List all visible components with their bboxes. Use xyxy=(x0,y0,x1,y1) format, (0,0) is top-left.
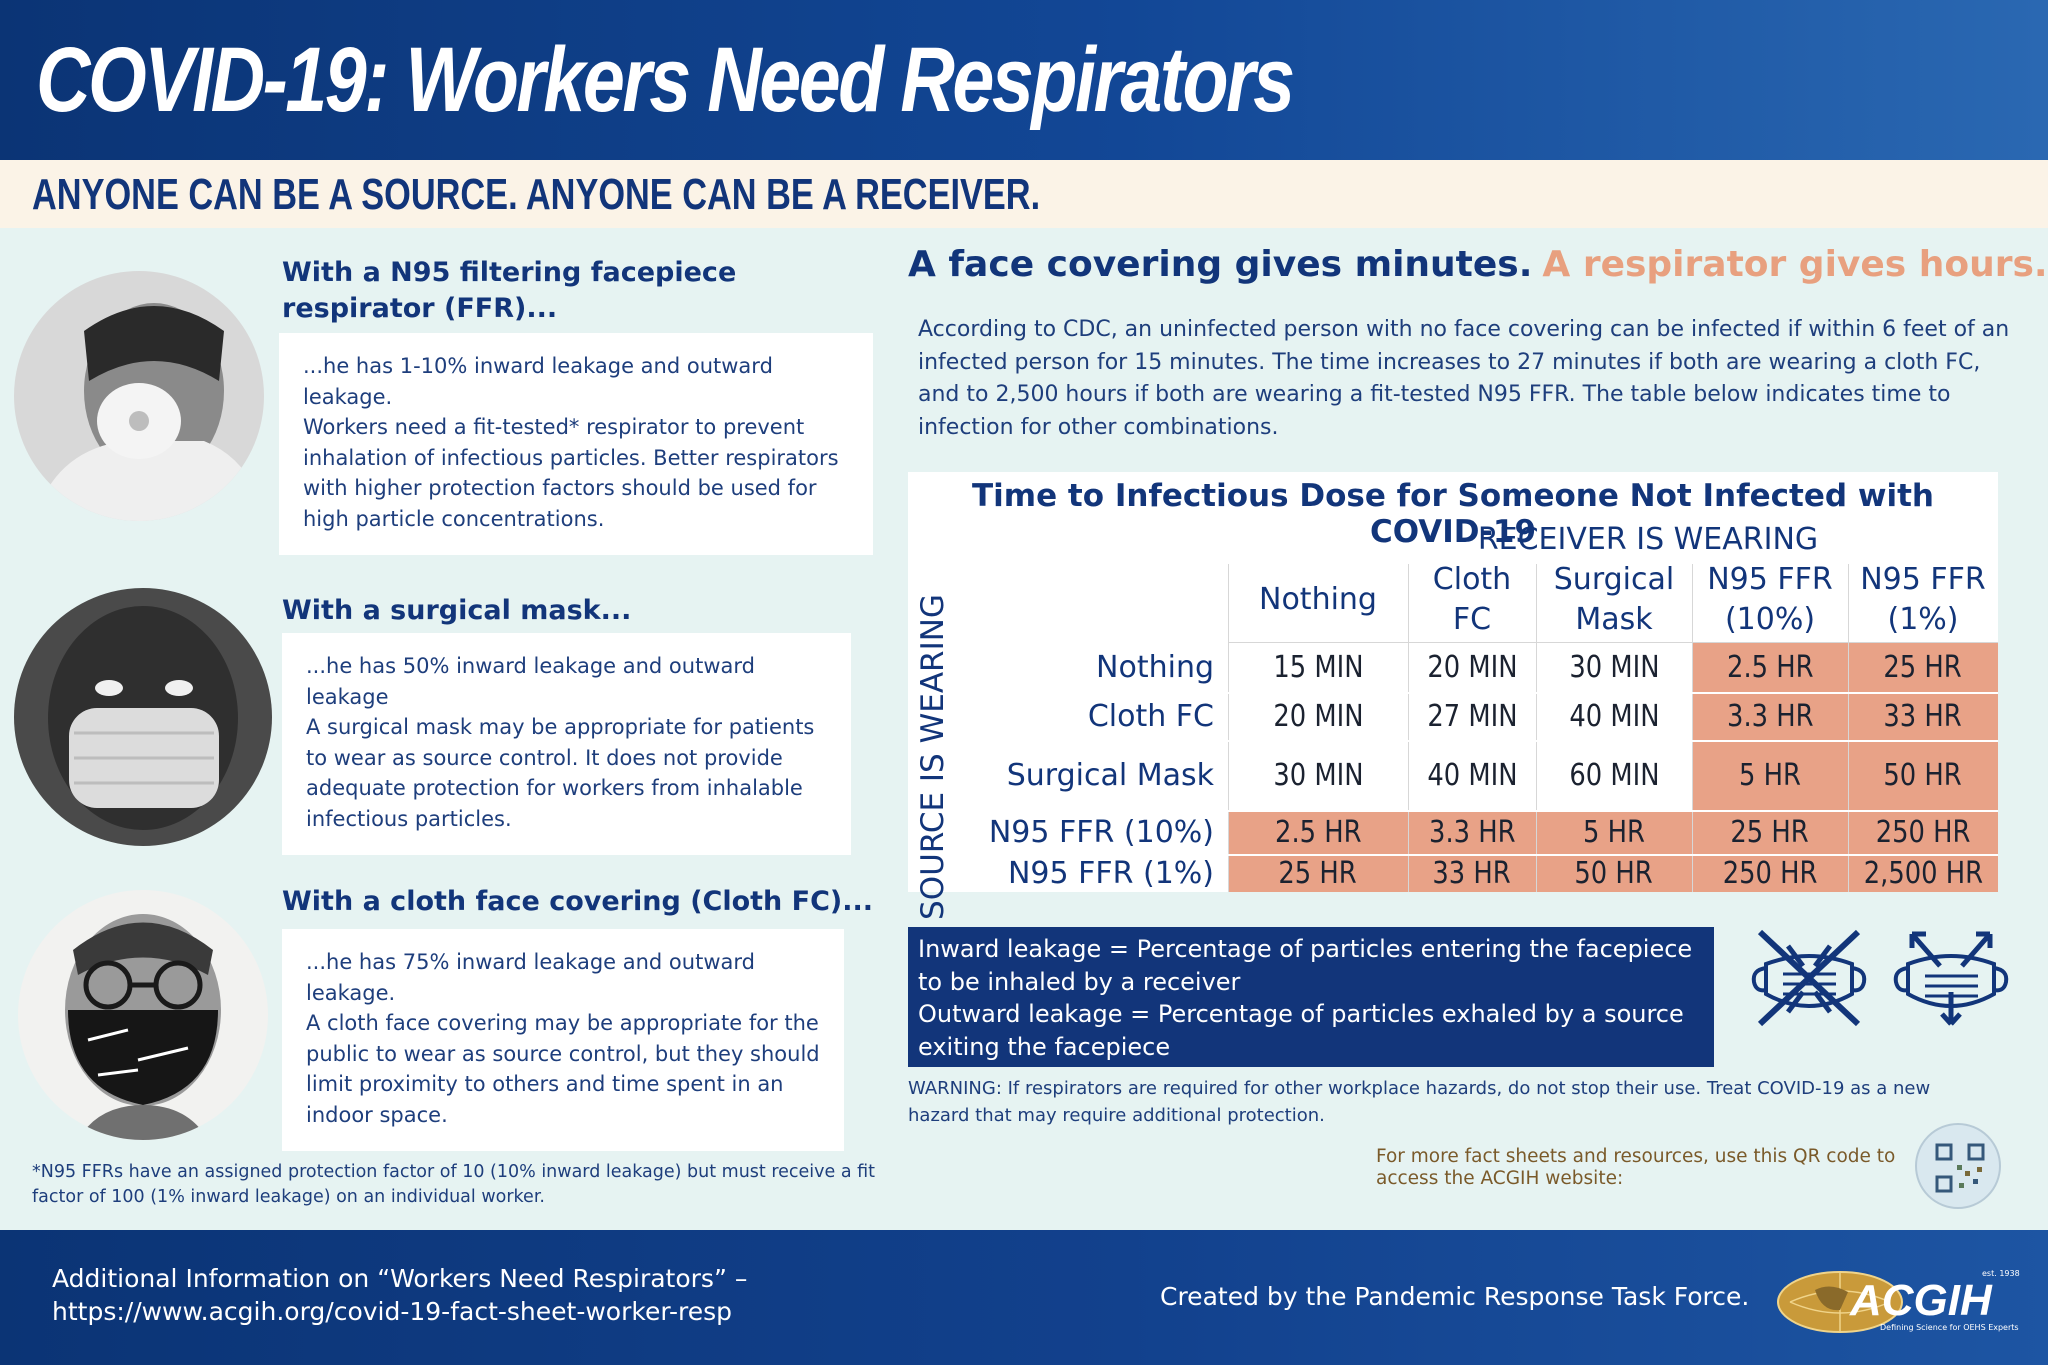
qr-instructions: For more fact sheets and resources, use this QR code to access the ACGIH website: xyxy=(1376,1146,1896,1189)
footnote: *N95 FFRs have an assigned protection factor of 10 (10% inward leakage) but must receive a fit factor of 100 (1% inward leakage) on an individual worker. xyxy=(32,1162,876,1207)
page-subtitle: ANYONE CAN BE A SOURCE. ANYONE CAN BE A RECEIVER. xyxy=(32,170,1041,219)
subheader-banner xyxy=(0,160,2048,228)
mask-outward-arrows-icon xyxy=(1890,926,2012,1028)
grid-line xyxy=(962,854,1998,856)
table-cell xyxy=(1848,810,1998,854)
row-label: Surgical Mask xyxy=(1006,757,1214,793)
logo-est: est. 1938 xyxy=(1982,1269,2020,1278)
card-n95-body: Workers need a fit-tested* respirator to prevent inhalation of infectious particles. Better respirators with higher protection factors should be used for high particle concentrations. xyxy=(303,415,839,531)
table-cell-value: 15 MIN xyxy=(1272,649,1364,685)
grid-line xyxy=(962,692,1998,694)
table-cell xyxy=(1692,740,1848,810)
column-header-text xyxy=(1259,580,1377,620)
table-cell-value: 2.5 HR xyxy=(1726,649,1814,685)
card-n95 xyxy=(279,333,873,555)
definitions-box xyxy=(908,927,1714,1067)
logo-tagline: Defining Science for OEHS Experts xyxy=(1880,1323,2019,1332)
column-header-line1: Nothing xyxy=(1259,582,1377,617)
table-cell-value: 3.3 HR xyxy=(1428,814,1516,850)
table-cell xyxy=(1408,810,1536,854)
warning-text: WARNING: If respirators are required for other workplace hazards, do not stop their use. Treat COVID-19 as a new hazard that may require additional protection. xyxy=(908,1078,1931,1126)
table-cell-value: 60 MIN xyxy=(1568,757,1660,793)
column-header-line2: (10%) xyxy=(1724,602,1816,637)
column-header-line2: FC xyxy=(1452,602,1492,637)
table-cell-value: 33 HR xyxy=(1883,698,1963,734)
section-title-n95: With a N95 filtering facepiece respirator (FFR)... xyxy=(282,257,737,324)
table-cell xyxy=(1408,642,1536,692)
table-cell xyxy=(1692,642,1848,692)
grid-line xyxy=(1228,642,1998,643)
table-cell xyxy=(1536,740,1692,810)
table-cell-value: 25 HR xyxy=(1883,649,1963,685)
additional-info-label: Additional Information on “Workers Need Respirators” – xyxy=(52,1264,748,1293)
column-header-line1: N95 FFR xyxy=(1860,562,1986,597)
table-cell xyxy=(1408,740,1536,810)
table-cell-value: 27 MIN xyxy=(1426,698,1518,734)
column-header-line1: Surgical xyxy=(1553,562,1675,597)
table-cell-value: 5 HR xyxy=(1583,814,1645,850)
column-header-line1: N95 FFR xyxy=(1707,562,1833,597)
table-cell xyxy=(1536,692,1692,740)
mask-inward-arrows-crossed-icon xyxy=(1748,926,1870,1028)
table-cell xyxy=(1848,692,1998,740)
row-label: N95 FFR (10%) xyxy=(988,814,1214,850)
column-header xyxy=(1228,558,1408,642)
row-label: N95 FFR (1%) xyxy=(1007,855,1214,891)
row-label: Cloth FC xyxy=(1087,698,1214,734)
definition-inward: Inward leakage = Percentage of particles entering the facepiece to be inhaled by a receiver xyxy=(918,935,1693,996)
table-cell xyxy=(1692,810,1848,854)
column-header-line1: Cloth xyxy=(1432,562,1512,597)
headline-minutes: A face covering gives minutes. xyxy=(908,244,1533,285)
section-title-surgical: With a surgical mask... xyxy=(282,595,632,626)
table-cell xyxy=(1848,854,1998,892)
table-cell-value: 250 HR xyxy=(1875,814,1971,850)
grid-line xyxy=(962,810,1998,812)
column-header-text xyxy=(1433,560,1511,640)
card-n95-leakage: ...he has 1-10% inward leakage and outward leakage. xyxy=(303,354,773,409)
grid-line xyxy=(1536,564,1537,892)
card-surgical xyxy=(282,633,851,855)
receiver-label: RECEIVER IS WEARING xyxy=(1477,522,1819,557)
table-cell-value: 33 HR xyxy=(1432,855,1512,891)
table-cell xyxy=(1536,642,1692,692)
headline-hours: A respirator gives hours. xyxy=(1542,244,2048,285)
table-cell-value: 20 MIN xyxy=(1272,698,1364,734)
table-cell xyxy=(1408,692,1536,740)
table-cell xyxy=(1228,854,1408,892)
worker-photo-cloth-fc xyxy=(18,890,268,1140)
qr-code[interactable] xyxy=(1915,1123,2001,1209)
column-header-text xyxy=(1707,560,1833,640)
card-cloth-leakage: ...he has 75% inward leakage and outward leakage. xyxy=(306,950,755,1005)
worker-photo-surgical-mask xyxy=(14,588,272,846)
table-cell-value: 50 HR xyxy=(1883,757,1963,793)
table-cell xyxy=(1692,692,1848,740)
table-cell-value: 5 HR xyxy=(1739,757,1801,793)
footer xyxy=(0,1230,2048,1365)
infectious-dose-table xyxy=(908,472,1998,920)
table-cell-value: 30 MIN xyxy=(1272,757,1364,793)
column-header xyxy=(1408,558,1536,642)
table-cell-value: 25 HR xyxy=(1730,814,1810,850)
table-cell-value: 40 MIN xyxy=(1568,698,1660,734)
table-cell xyxy=(1848,642,1998,692)
table-cell xyxy=(1848,740,1998,810)
section-title-cloth: With a cloth face covering (Cloth FC)... xyxy=(282,886,874,917)
header-banner xyxy=(0,0,2048,160)
created-by: Created by the Pandemic Response Task Force. xyxy=(1160,1282,1750,1311)
column-header-text xyxy=(1860,560,1986,640)
table-cell-value: 50 HR xyxy=(1574,855,1654,891)
column-header xyxy=(1692,558,1848,642)
page-title: COVID-19: Workers Need Respirators xyxy=(36,29,1293,131)
table-cell-value: 30 MIN xyxy=(1568,649,1660,685)
definition-outward: Outward leakage = Percentage of particles exhaled by a source exiting the facepiece xyxy=(918,1000,1684,1061)
headline xyxy=(908,244,2048,285)
grid-line xyxy=(962,740,1998,742)
row-label: Nothing xyxy=(1096,649,1214,685)
grid-line xyxy=(1228,564,1229,892)
grid-line xyxy=(1692,564,1693,892)
column-header xyxy=(1848,558,1998,642)
table-cell-value: 25 HR xyxy=(1278,855,1358,891)
table-cell xyxy=(1228,810,1408,854)
source-label-box xyxy=(908,594,958,920)
table-cell xyxy=(1536,810,1692,854)
table-cell xyxy=(1692,854,1848,892)
grid-line xyxy=(1408,564,1409,892)
additional-info-link[interactable]: https://www.acgih.org/covid-19-fact-sheet-worker-resp xyxy=(52,1297,733,1326)
source-label: SOURCE IS WEARING xyxy=(915,594,951,920)
table-title: Time to Infectious Dose for Someone Not Infected with COVID-19 xyxy=(972,478,1934,550)
worker-photo-n95 xyxy=(14,271,264,521)
column-header xyxy=(1536,558,1692,642)
column-header-line2: Mask xyxy=(1575,602,1653,637)
additional-info xyxy=(52,1262,747,1328)
table-cell-value: 20 MIN xyxy=(1426,649,1518,685)
table-cell xyxy=(1228,740,1408,810)
card-cloth-body: A cloth face covering may be appropriate for the public to wear as source control, but they should limit proximity to others and time spent in an indoor space. xyxy=(306,1011,820,1127)
table-cell-value: 40 MIN xyxy=(1426,757,1518,793)
table-cell-value: 2,500 HR xyxy=(1863,855,1983,891)
grid-line xyxy=(1848,564,1849,892)
acgih-logo xyxy=(1770,1260,2020,1340)
table-cell-value: 3.3 HR xyxy=(1726,698,1814,734)
table-cell xyxy=(1536,854,1692,892)
intro-paragraph: According to CDC, an uninfected person with no face covering can be infected if within 6 feet of an infected person for 15 minutes. The time increases to 27 minutes if both are wearing a cloth FC, and to 2,500 hours if both are wearing a fit-tested N95 FFR. The table below indicates time to infection for other combinations. xyxy=(918,317,2010,440)
table-cell xyxy=(1408,854,1536,892)
column-header-line2: (1%) xyxy=(1887,602,1959,637)
card-surgical-body: A surgical mask may be appropriate for patients to wear as source control. It does not provide adequate protection for workers from inhalable infectious particles. xyxy=(306,715,815,831)
table-cell-value: 2.5 HR xyxy=(1274,814,1362,850)
column-header-text xyxy=(1554,560,1674,640)
table-cell xyxy=(1228,692,1408,740)
table-cell-value: 250 HR xyxy=(1722,855,1818,891)
table-cell xyxy=(1228,642,1408,692)
card-cloth xyxy=(282,929,844,1151)
card-surgical-leakage: ...he has 50% inward leakage and outward leakage xyxy=(306,654,755,709)
logo-wordmark: ACGIH xyxy=(1850,1276,1992,1325)
